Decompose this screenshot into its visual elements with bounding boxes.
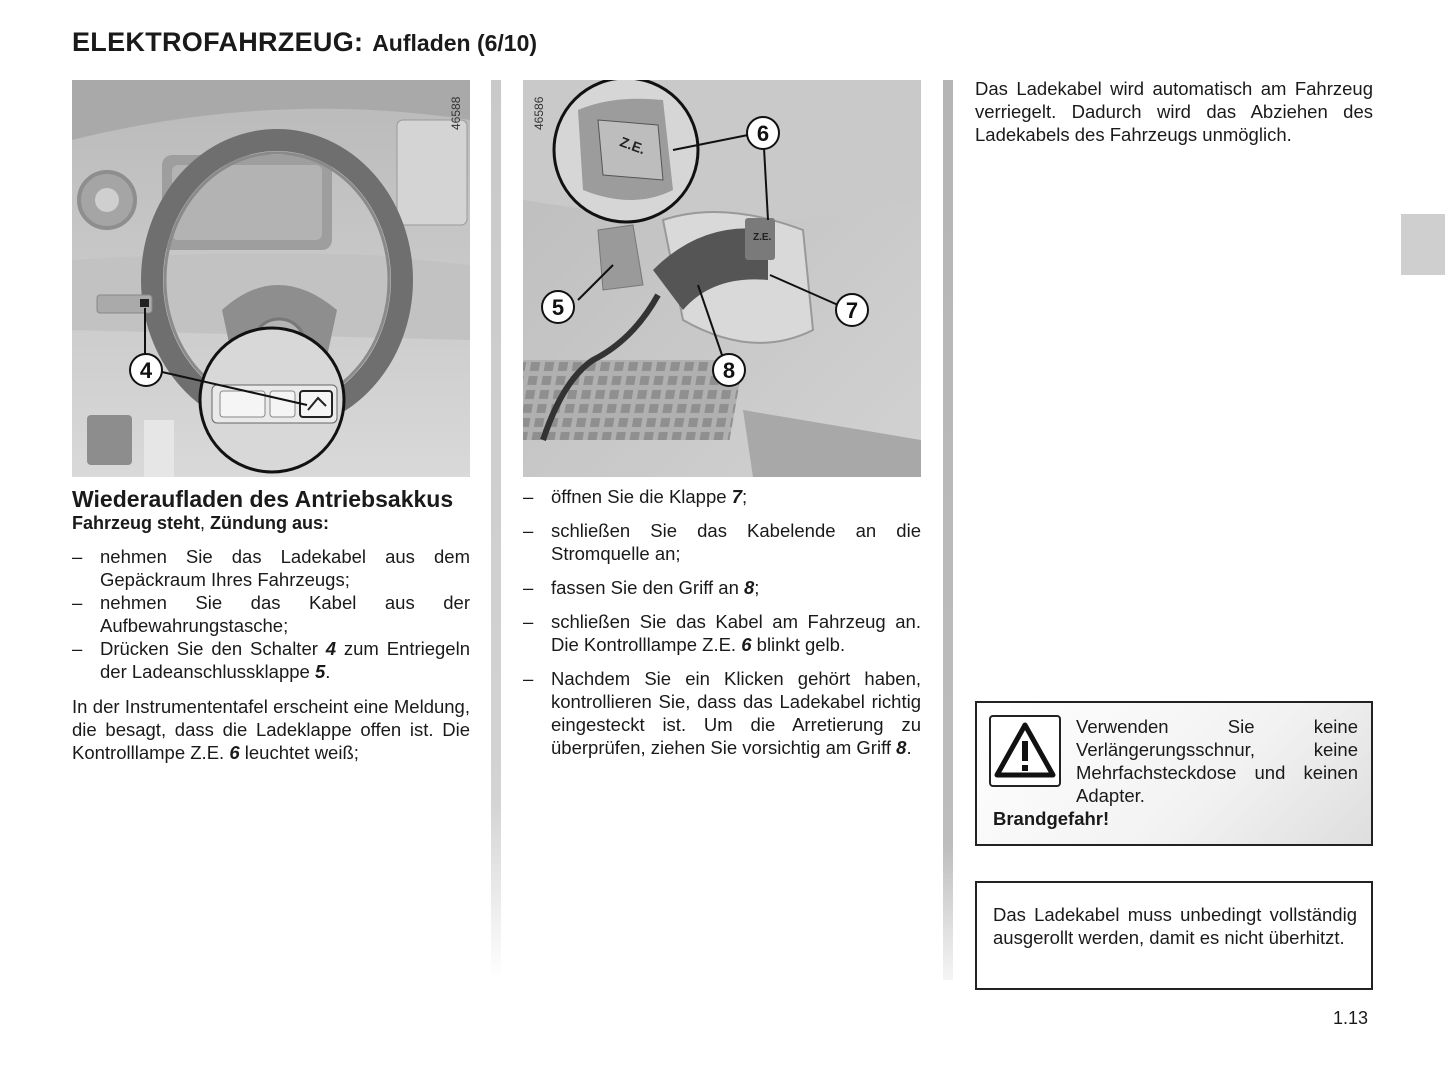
column-divider [943,80,953,980]
note-box [975,881,1373,990]
figure-code: 46586 [532,96,546,130]
warning-box [975,701,1373,846]
callout-6: 6 [756,121,770,146]
title-main: ELEKTROFAHRZEUG: [72,27,364,57]
warning-triangle-icon [989,715,1061,787]
svg-text:Z.E.: Z.E. [753,232,772,243]
dashboard-illustration [72,80,470,477]
figure-code: 46588 [449,96,463,130]
list-item: – Drücken Sie den Schalter 4 zum Entriegeln der Ladeanschlussklappe 5. [72,637,470,683]
info-paragraph: In der Instrumententafel erscheint eine Meldung, die besagt, dass die Ladeklappe offen ist. Die Kontrolllampe Z.E. 6 leuchtet weiß; [72,696,470,763]
callout-8: 8 [722,358,736,383]
list-item: – nehmen Sie das Ladekabel aus dem Gepäckraum Ihres Fahrzeugs; [72,545,470,591]
plug-label: Z.E. [617,133,648,158]
column-right [975,77,1373,146]
callout-7: 7 [845,298,859,323]
column-left [72,485,470,764]
callout-4: 4 [139,358,153,383]
intro-paragraph: Das Ladekabel wird automatisch am Fahrzeug verriegelt. Dadurch wird das Abziehen des Ladekabels des Fahrzeugs unmöglich. [975,78,1373,145]
warning-text: Verwenden Sie keine Verlängerungsschnur, keine Mehrfachsteckdose und keinen Adapter. [1076,716,1358,806]
chapter-tab [1401,214,1445,275]
section-subheading: Fahrzeug steht, Zündung aus: [72,513,330,533]
column-middle [523,485,921,759]
warning-emphasis: Brandgefahr! [993,808,1110,829]
list-item: – öffnen Sie die Klappe 7; [523,485,921,508]
instruction-list [523,485,921,759]
page-number: 1.13 [1333,1008,1369,1028]
charging-port-illustration [523,80,921,477]
list-item: – schließen Sie das Kabelende an die Stromquelle an; [523,519,921,565]
page-title [72,22,537,59]
list-item: – schließen Sie das Kabel am Fahrzeug an. Die Kontrolllampe Z.E. 6 blinkt gelb. [523,610,921,656]
column-divider [491,80,501,980]
note-text: Das Ladekabel muss unbedingt vollständig ausgerollt werden, damit es nicht überhitzt. [993,904,1357,948]
list-item: – Nachdem Sie ein Klicken gehört haben, kontrollieren Sie, dass das Ladekabel richtig eingesteckt ist. Um die Arretierung zu überprüfen, ziehen Sie vorsichtig am Griff 8. [523,667,921,759]
title-sub: Aufladen (6/10) [372,30,538,56]
list-item: – fassen Sie den Griff an 8; [523,576,921,599]
callout-5: 5 [551,295,565,320]
list-item: – nehmen Sie das Kabel aus der Aufbewahrungstasche; [72,591,470,637]
instruction-list [72,545,470,683]
section-heading: Wiederaufladen des Antriebsakkus [72,486,454,512]
